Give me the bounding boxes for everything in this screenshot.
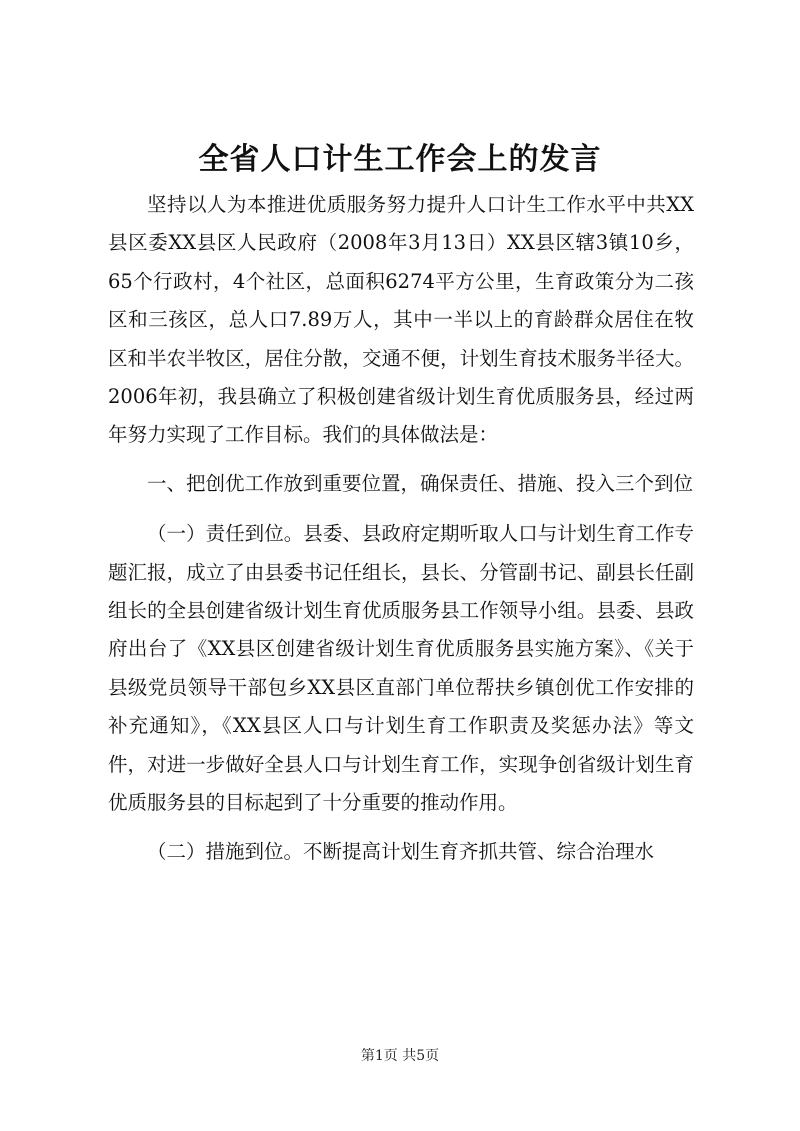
paragraph-section-heading: 一、把创优工作放到重要位置，确保责任、措施、投入三个到位 [147,471,694,495]
document-title: 全省人口计生工作会上的发言 [198,142,602,177]
page-number-footer: 第1页 共5页 [360,1048,440,1064]
paragraph-intro: 坚持以人为本推进优质服务努力提升人口计生工作水平中共XX县区委XX县区人民政府（2008年3月13日）XX县区辖3镇10乡，65个行政村，4个社区，总面积6274平方公里，生育政策分为二孩区和三孩区，总人口7.89万人，其中一半以上的育龄群众居住在牧区和半农半牧区，居住分散，交通不便，计划生育技术服务半径大。2006年初，我县确立了积极创建省级计划生育优质服务县，经过两年努力实现了工作目标。我们的具体做法是： [108,193,694,447]
document-body [108,186,694,881]
paragraph-measures: （二）措施到位。不断提高计划生育齐抓共管、综合治理水 [147,839,655,863]
paragraph-responsibility: （一）责任到位。县委、县政府定期听取人口与计划生育工作专题汇报，成立了由县委书记任组长，县长、分管副书记、副县长任副组长的全县创建省级计划生育优质服务县工作领导小组。县委、县政府出台了《XX县区创建省级计划生育优质服务县实施方案》、《关于县级党员领导干部包乡XX县区直部门单位帮扶乡镇创优工作安排的补充通知》，《XX县区人口与计划生育工作职责及奖惩办法》等文件，对进一步做好全县人口与计划生育工作，实现争创省级计划生育优质服务县的目标起到了十分重要的推动作用。 [108,522,694,815]
